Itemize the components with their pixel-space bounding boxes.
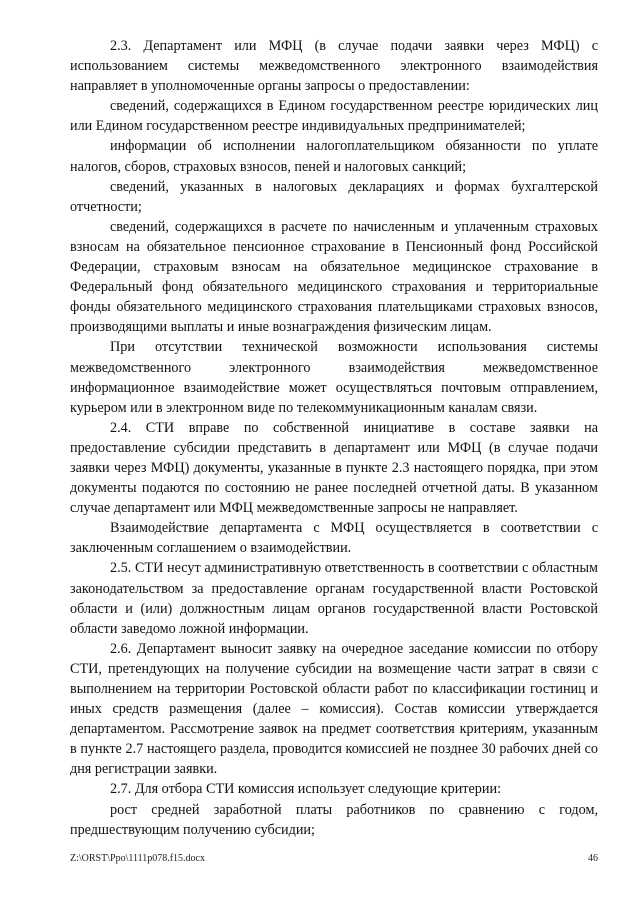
paragraph-criterion-salary: рост средней заработной платы работников по сравнению с годом, предшествующим получению субсидии; [70, 801, 598, 838]
paragraph-2-3: 2.3. Департамент или МФЦ (в случае подачи заявки через МФЦ) с использованием системы межведомственного электронного взаимодействия направляет в уполномоченные органы запросы о предоставлении: [70, 38, 598, 95]
document-body [70, 36, 598, 840]
paragraph-insurance: сведений, содержащихся в расчете по начисленным и уплаченным страховых взносам на обязательное пенсионное страхование в Пенсионный фонд Российской Федерации, страховым взносам на обязательное медицинское страхование в Федеральный фонд обязательного медицинского страхования и территориальные фонды обязательного медицинского страхования плательщиками страховых взносов, производящими выплаты и иные вознаграждения физическим лицам. [70, 218, 598, 336]
footer-file-path: Z:\ORST\Ppo\1111p078.f15.docx [70, 853, 205, 864]
paragraph-interaction: Взаимодействие департамента с МФЦ осуществляется в соответствии с заключенным соглашением о взаимодействии. [70, 520, 598, 557]
paragraph-2-5: 2.5. СТИ несут административную ответственность в соответствии с областным законодательством за предоставление органам государственной власти Ростовской области и (или) должностным лицам органов государственной власти Ростовской области заведомо ложной информации. [70, 560, 598, 637]
paragraph-2-7: 2.7. Для отбора СТИ комиссия использует следующие критерии: [110, 781, 502, 798]
paragraph-egrul: сведений, содержащихся в Едином государственном реестре юридических лиц или Едином государственном реестре индивидуальных предпринимателей; [70, 98, 598, 135]
page-number: 46 [588, 853, 598, 864]
paragraph-tax-info: информации об исполнении налогоплательщиком обязанности по уплате налогов, сборов, страховых взносов, пеней и налоговых санкций; [70, 138, 598, 175]
paragraph-2-4: 2.4. СТИ вправе по собственной инициативе в составе заявки на предоставление субсидии представить в департамент или МФЦ (в случае подачи заявки через МФЦ) документы, указанные в пункте 2.3 настоящего порядка, при этом документы подаются по состоянию не ранее последней отчетной даты. В указанном случае департамент или МФЦ межведомственные запросы не направляет. [70, 419, 598, 517]
paragraph-declarations: сведений, указанных в налоговых декларациях и формах бухгалтерской отчетности; [70, 178, 598, 215]
paragraph-no-technical: При отсутствии технической возможности использования системы межведомственного электронного взаимодействия межведомственное информационное взаимодействие может осуществляться почтовым отправлением, курьером или в электронном виде по телекоммуникационным каналам связи. [70, 339, 598, 416]
paragraph-2-6: 2.6. Департамент выносит заявку на очередное заседание комиссии по отбору СТИ, претендующих на получение субсидии на возмещение части затрат в связи с выполнением на территории Ростовской области работ по классификации гостиниц и иных средств размещения (далее – комиссия). Состав комиссии утверждается департаментом. Рассмотрение заявок на предмет соответствия критериям, указанным в пункте 2.7 настоящего раздела, проводится комиссией не позднее 30 рабочих дней со дня регистрации заявки. [70, 640, 598, 778]
